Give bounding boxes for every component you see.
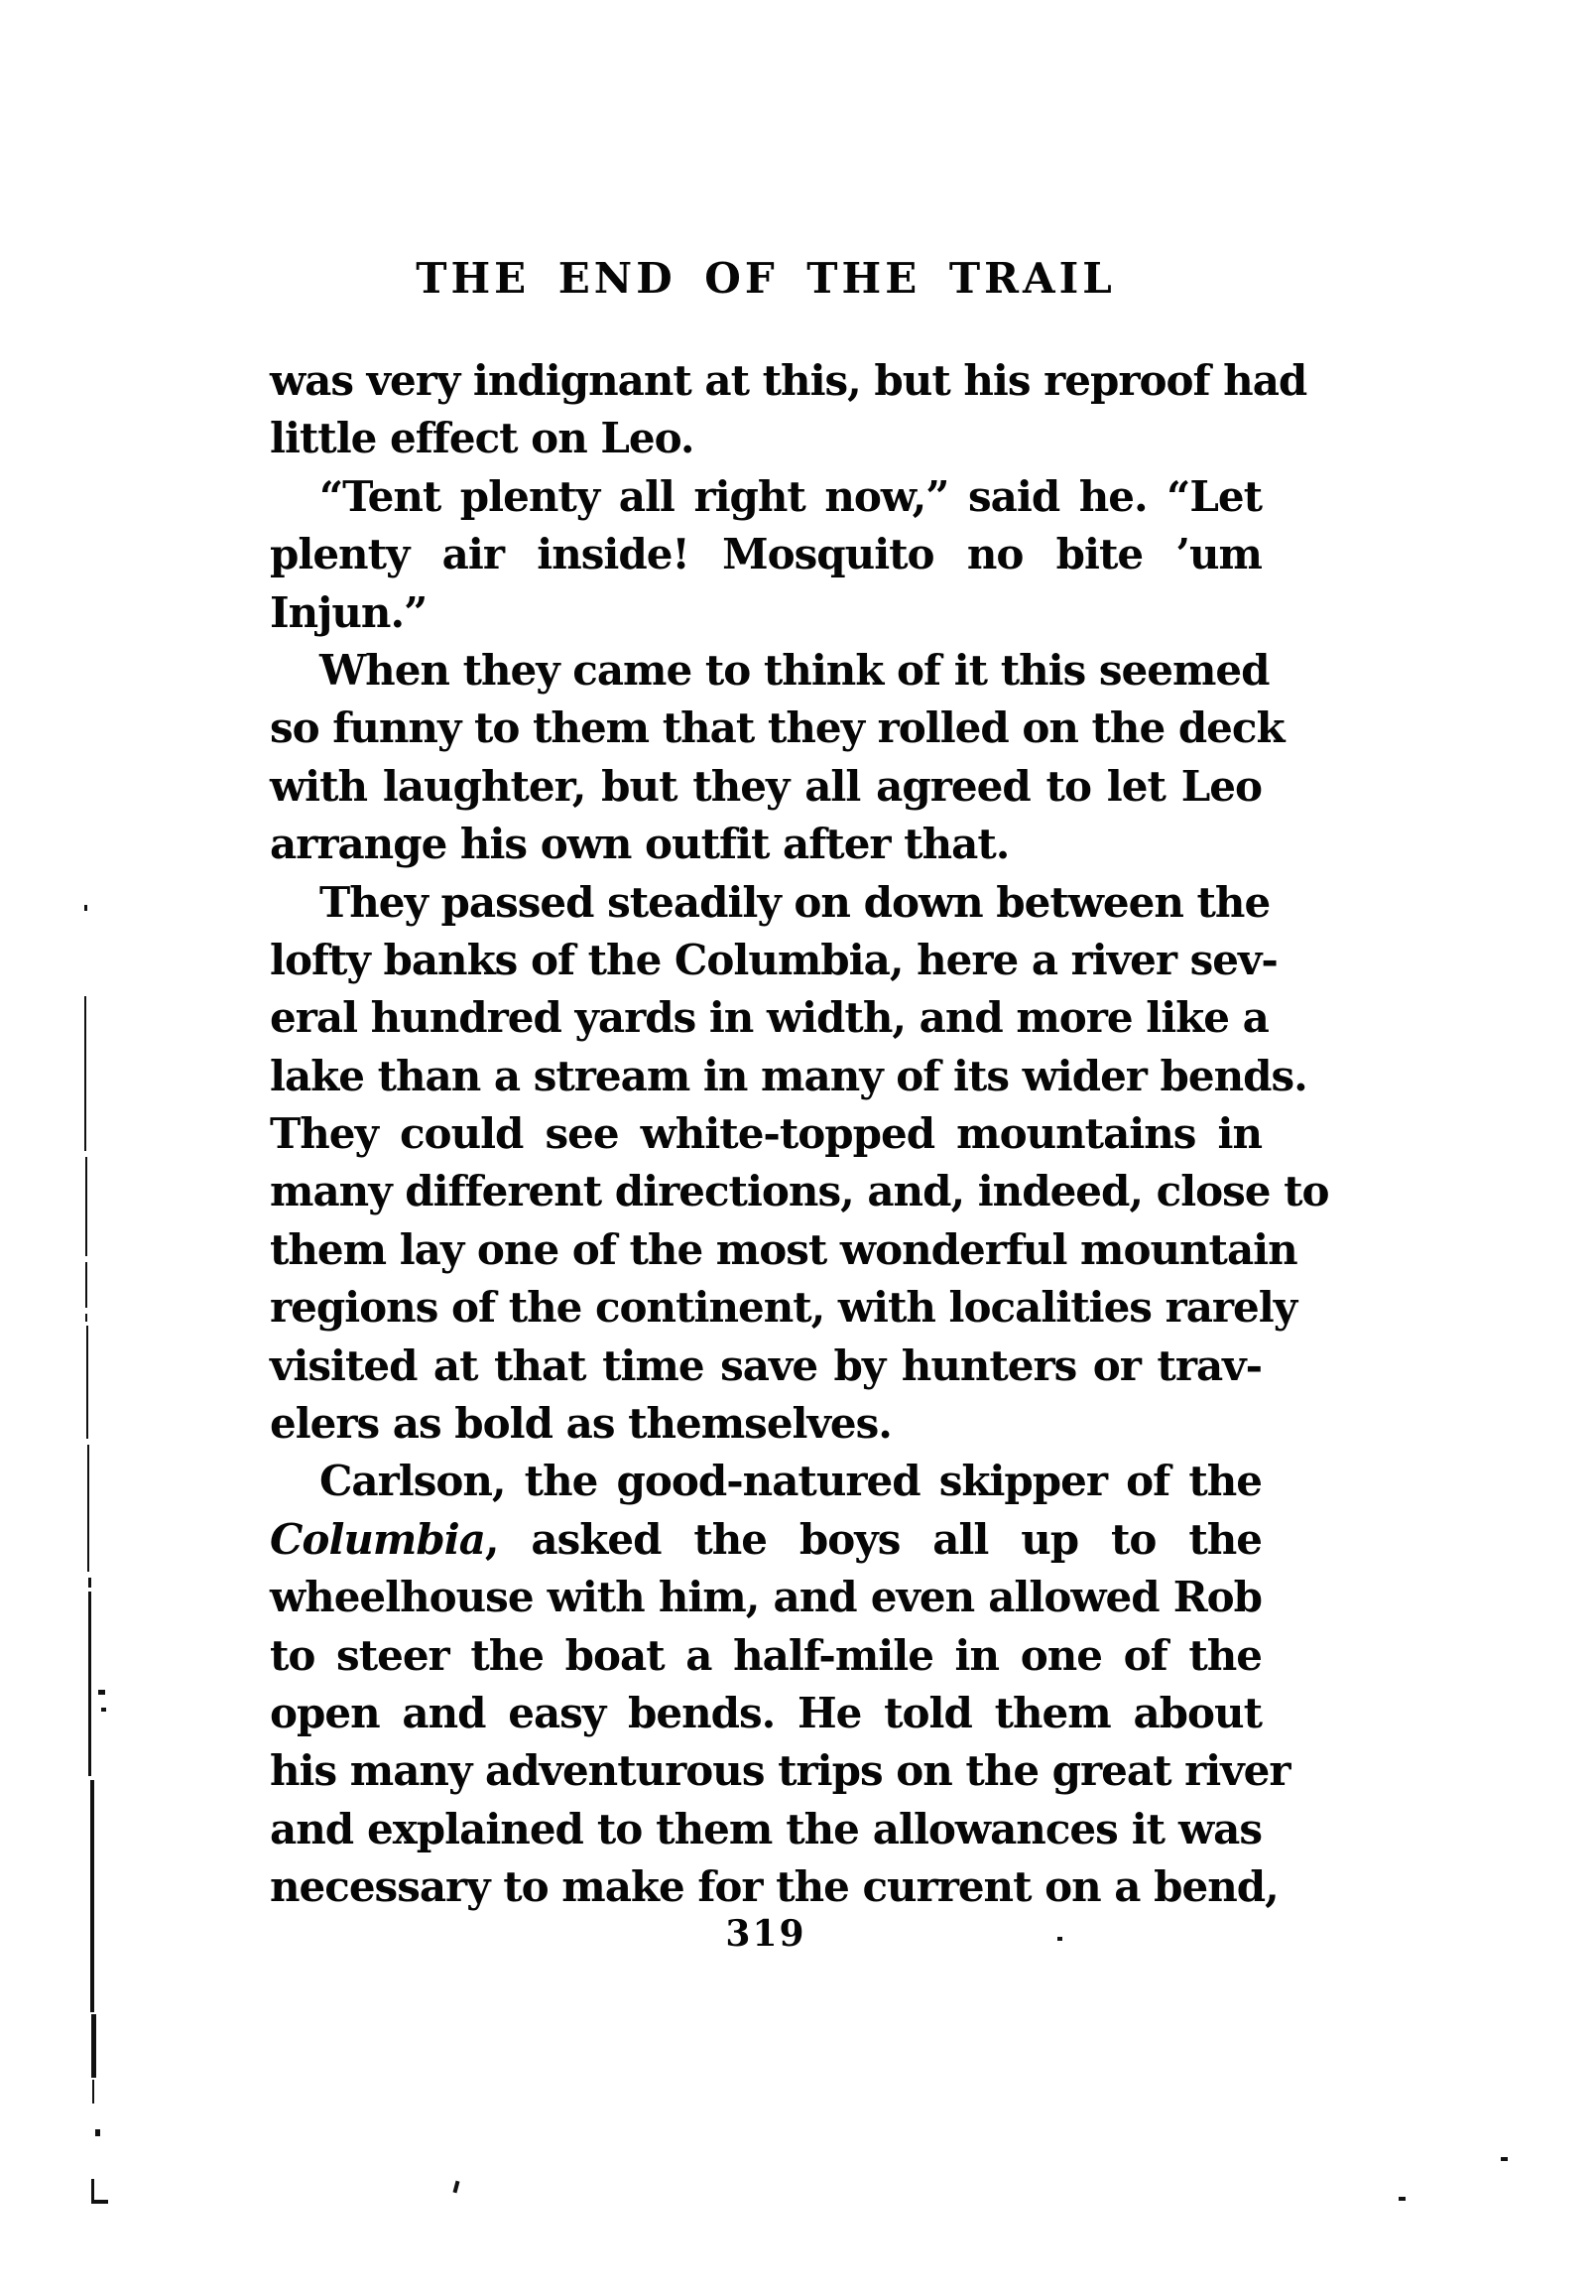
scan-mark: [86, 1326, 88, 1439]
text-line: [270, 1163, 1329, 1220]
scan-mark: [91, 2014, 96, 2078]
text-segment: necessary to make for the current on a bend,: [270, 1862, 1279, 1912]
text-line: [270, 1105, 1262, 1163]
text-segment: When they came to think of it this seemed: [319, 645, 1270, 695]
text-segment: elers as bold as themselves.: [270, 1399, 892, 1449]
scan-mark: [85, 1157, 87, 1256]
text-line: [270, 1279, 1297, 1337]
text-segment: plenty air inside! Mosquito no bite ’um: [270, 530, 1262, 579]
text-segment: Injun.”: [270, 587, 428, 637]
text-segment: wheelhouse with him, and even allowed Rob: [270, 1573, 1262, 1622]
text-line: [270, 352, 1307, 410]
scan-mark: [95, 2129, 100, 2136]
page-number: 319: [725, 1913, 806, 1955]
text-line: [270, 526, 1262, 583]
page-title: THE END OF THE TRAIL: [416, 254, 1116, 303]
text-segment: lofty banks of the Columbia, here a river sev-: [270, 935, 1278, 984]
text-segment: They could see white-topped mountains in: [270, 1109, 1262, 1159]
scan-mark: [88, 1592, 91, 1776]
text-segment: visited at that time save by hunters or trav-: [270, 1340, 1262, 1390]
text-segment: was very indignant at this, but his reproof had: [270, 356, 1307, 405]
scan-mark: [98, 1690, 105, 1695]
text-segment: open and easy bends. He told them about: [270, 1688, 1262, 1737]
scan-mark: [88, 1578, 91, 1588]
scan-mark: [92, 2080, 94, 2104]
text-segment: lake than a stream in many of its wider bends.: [270, 1051, 1307, 1100]
scan-mark: [87, 1445, 89, 1572]
text-segment: to steer the boat a half-mile in one of the: [270, 1630, 1262, 1680]
text-segment: his many adventurous trips on the great river: [270, 1746, 1290, 1796]
text-segment: arrange his own outfit after that.: [270, 820, 1010, 869]
text-segment: eral hundred yards in width, and more like a: [270, 993, 1269, 1043]
text-segment: and explained to them the allowances it was: [270, 1804, 1262, 1853]
text-line: [270, 1685, 1262, 1742]
text-line: [270, 816, 1262, 873]
text-line: [270, 468, 1262, 526]
text-line: [270, 1801, 1262, 1858]
scan-mark: [84, 905, 87, 911]
text-segment: so funny to them that they rolled on the deck: [270, 703, 1285, 753]
text-line: [270, 584, 1262, 642]
scan-mark: [1057, 1937, 1062, 1941]
text-line: [270, 410, 1262, 467]
text-segment: little effect on Leo.: [270, 414, 694, 463]
text-segment: regions of the continent, with localities rarely: [270, 1283, 1297, 1333]
text-line: [270, 1858, 1279, 1916]
text-line: [270, 1338, 1262, 1395]
text-segment: them lay one of the most wonderful mountain: [270, 1224, 1297, 1274]
text-line: [270, 1221, 1297, 1279]
text-segment: Carlson, the good-natured skipper of the: [319, 1457, 1262, 1506]
scan-mark: [101, 1708, 106, 1712]
text-line: [270, 1048, 1307, 1105]
scan-mark: [85, 1262, 87, 1308]
text-segment: with laughter, but they all agreed to let Leo: [270, 761, 1262, 811]
italic-text: Columbia: [270, 1514, 485, 1564]
scan-mark: [453, 2181, 460, 2194]
scan-mark: [1399, 2197, 1406, 2201]
text-line: [270, 932, 1278, 989]
scan-mark: [1501, 2157, 1508, 2161]
scan-mark: [91, 2200, 108, 2204]
text-segment: many different directions, and, indeed, close to: [270, 1167, 1329, 1216]
scan-mark: [84, 996, 86, 1151]
text-line: [270, 1742, 1290, 1800]
text-segment: , asked the boys all up to the: [484, 1514, 1262, 1564]
text-line: [270, 989, 1269, 1047]
text-segment: “Tent plenty all right now,” said he. “Let: [319, 471, 1262, 521]
scan-mark: [85, 1314, 87, 1322]
text-line: [270, 1453, 1262, 1510]
text-line: [270, 1511, 1262, 1569]
text-line: [270, 1395, 1262, 1453]
text-segment: They passed steadily on down between the: [319, 877, 1271, 927]
text-line: [270, 1627, 1262, 1685]
scan-mark: [90, 1780, 94, 2012]
body-text: [270, 352, 1329, 1917]
text-line: [270, 1569, 1262, 1626]
text-line: [270, 700, 1285, 757]
text-line: [270, 874, 1271, 932]
text-line: [270, 642, 1270, 700]
text-line: [270, 758, 1262, 816]
